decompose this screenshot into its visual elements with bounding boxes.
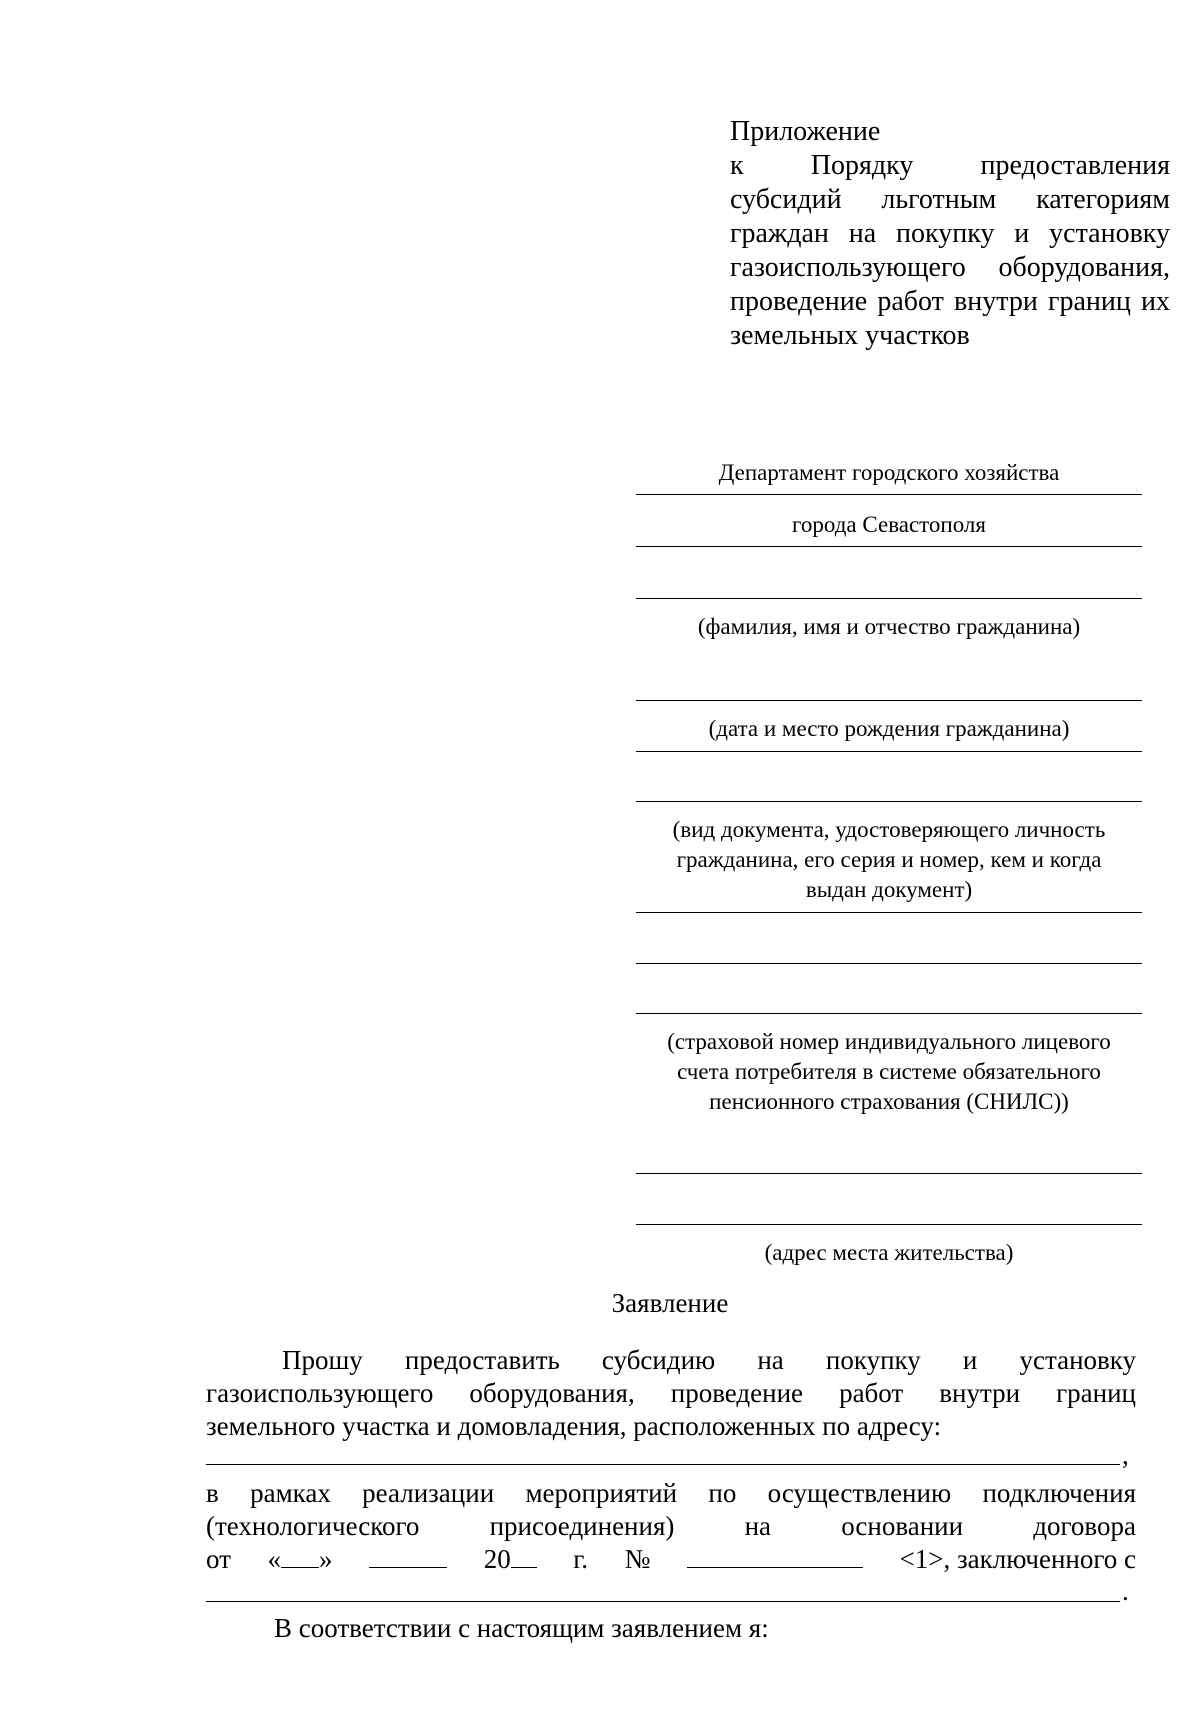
appendix-block (730, 115, 1170, 353)
quote-close: » (319, 1544, 333, 1574)
paragraph-request (206, 1344, 1136, 1443)
caption-doc-1: (вид документа, удостоверяющего личность (672, 817, 1106, 842)
department-line-2: города Севастополя (792, 512, 986, 537)
caption-doc-2: гражданина, его серия и номер, кем и когда (676, 847, 1102, 872)
rule-line (636, 1173, 1142, 1174)
period: . (1122, 1576, 1129, 1606)
rule-line (636, 963, 1142, 964)
birth-field-line (636, 700, 1142, 701)
paragraph-line: в рамках реализации мероприятий по осуществлению подключения (206, 1478, 1136, 1508)
paragraph-line: (технологического присоединения) на основании договора (206, 1511, 1136, 1541)
quote-open: « (267, 1544, 282, 1574)
rule-line (636, 751, 1142, 752)
appendix-line: граждан на покупку и установку (730, 218, 1170, 249)
label-ot: от (206, 1544, 231, 1574)
paragraph-contract (206, 1477, 1136, 1576)
date-day-field[interactable] (281, 1545, 319, 1568)
address-field-line (636, 1224, 1142, 1225)
appendix-line: газоиспользующего оборудования, (730, 252, 1170, 283)
caption-fio: (фамилия, имя и отчество гражданина) (697, 614, 1081, 639)
paragraph-line: Прошу предоставить субсидию на покупку и установку (282, 1345, 1136, 1375)
snils-field-line (636, 1013, 1142, 1014)
caption-snils-1: (страховой номер индивидуального лицевого (667, 1029, 1111, 1054)
appendix-line: земельных участков (730, 320, 970, 351)
appendix-line: субсидий льготным категориям (730, 184, 1170, 215)
contract-date-line (206, 1543, 1136, 1576)
caption-address: (адрес места жительства) (764, 1240, 1014, 1265)
contract-party-field[interactable] (206, 1601, 1120, 1602)
date-day-group (268, 1543, 333, 1576)
year-prefix: 20 (483, 1544, 511, 1574)
document-title: Заявление (611, 1288, 729, 1318)
date-year-group (484, 1543, 537, 1576)
appendix-line: к Порядку предоставления (730, 150, 1170, 181)
caption-birth: (дата и место рождения гражданина) (708, 716, 1070, 741)
paragraph-line: земельного участка и домовладения, расположенных по адресу: (206, 1411, 942, 1441)
paragraph-consent (206, 1612, 1136, 1645)
label-number: № (624, 1544, 651, 1574)
caption-snils-3: пенсионного страхования (СНИЛС)) (709, 1089, 1069, 1114)
rule-line (636, 546, 1142, 547)
department-line-1: Департамент городского хозяйства (718, 460, 1060, 485)
date-year-field[interactable] (511, 1545, 537, 1568)
caption-snils-2: счета потребителя в системе обязательного (677, 1059, 1101, 1084)
contract-number-field[interactable] (687, 1545, 863, 1568)
date-month-field[interactable] (369, 1545, 447, 1568)
rule-line (636, 494, 1142, 495)
appendix-line: проведение работ внутри границ их (730, 286, 1170, 317)
document-field-line (636, 801, 1142, 802)
comma: , (1122, 1440, 1129, 1470)
appendix-line: Приложение (730, 116, 881, 147)
paragraph-line: газоиспользующего оборудования, проведение работ внутри границ (206, 1378, 1136, 1408)
caption-doc-3: выдан документ) (805, 877, 973, 902)
paragraph-line: В соответствии с настоящим заявлением я: (274, 1613, 769, 1643)
footnote-ref-text: <1>, заключенного с (899, 1544, 1136, 1574)
fio-field-line (636, 598, 1142, 599)
property-address-field[interactable] (206, 1464, 1120, 1465)
label-g: г. (573, 1544, 589, 1574)
rule-line (636, 912, 1142, 913)
